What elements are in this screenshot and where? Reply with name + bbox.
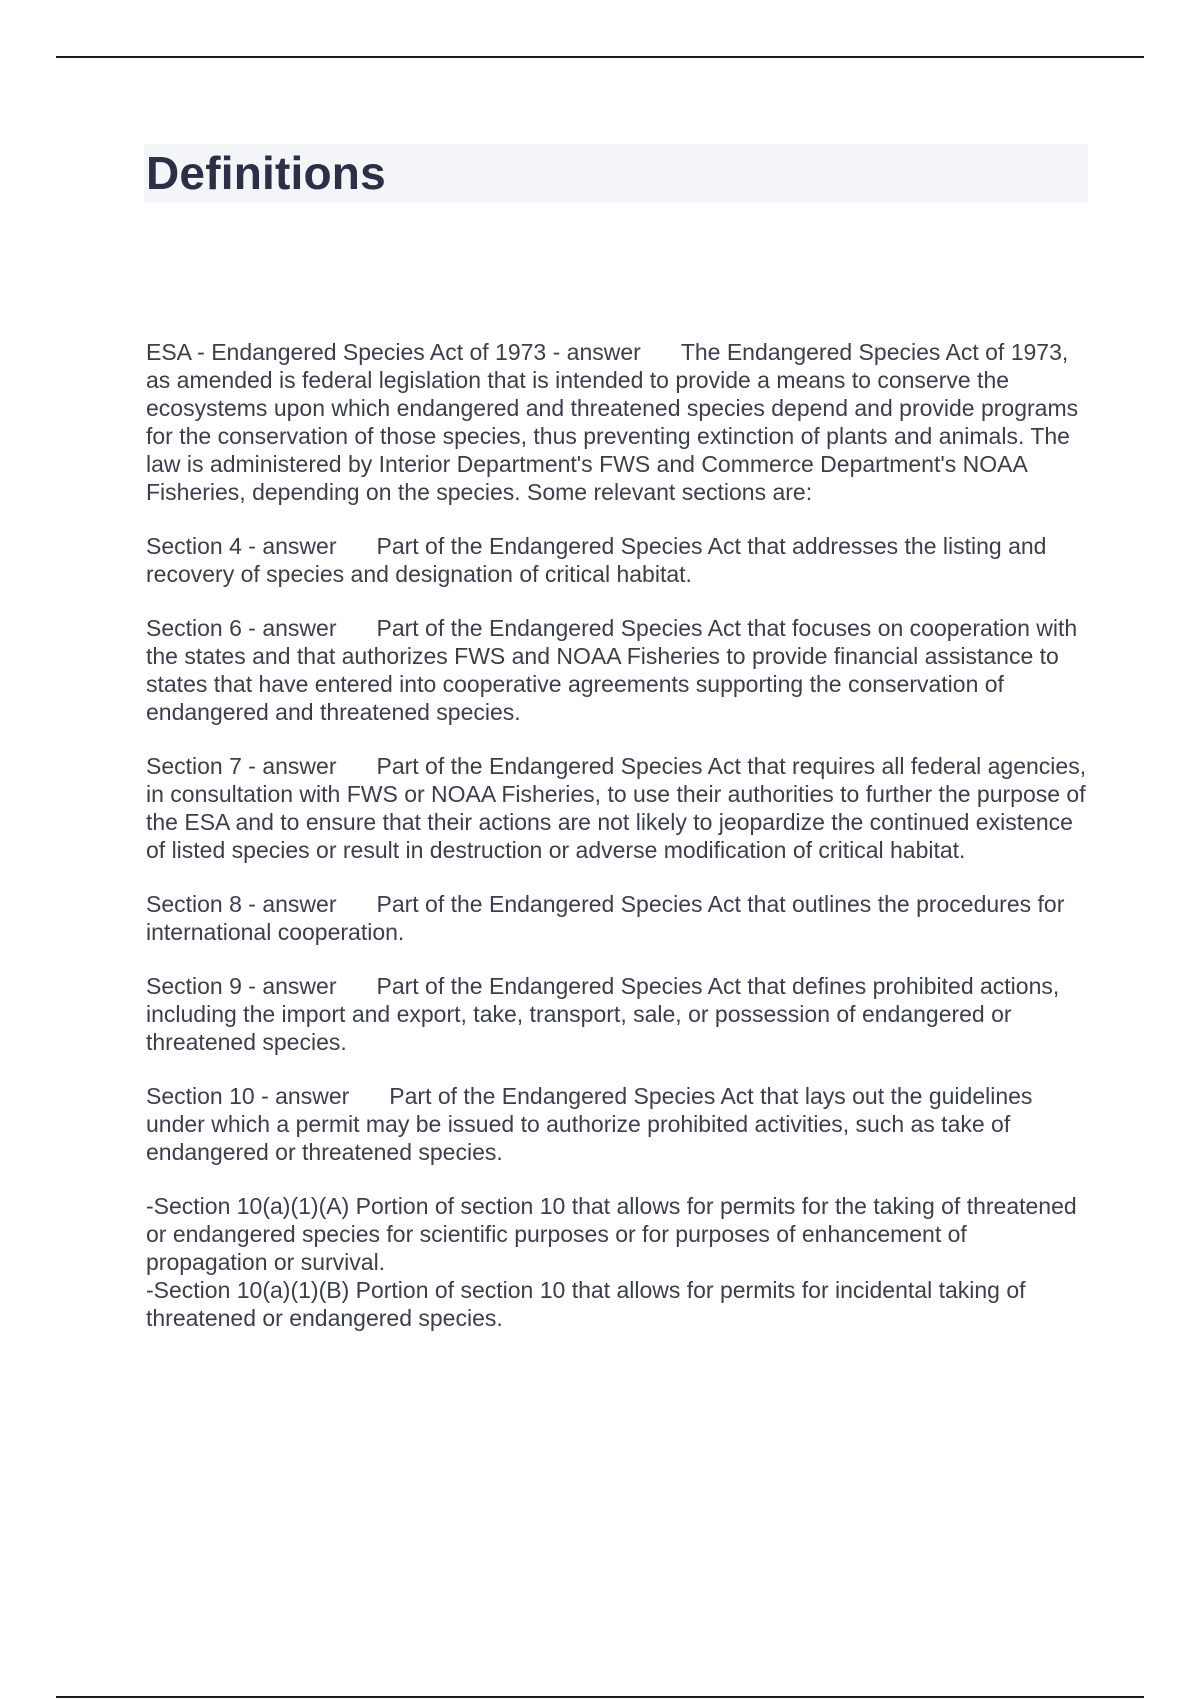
definition-entry-esa (146, 338, 1090, 506)
subsection-item: -Section 10(a)(1)(B) Portion of section 10 that allows for permits for incidental taking of threatened or endangered species. (146, 1277, 1026, 1331)
entry-definition: Part of the Endangered Species Act that requires all federal agencies, in consultation with FWS or NOAA Fisheries, to use their authorities to further the purpose of the ESA and to ensure that their actions are not likely to jeopardize the continued existence of listed species or result in destruction or adverse modification of critical habitat. (146, 753, 1087, 863)
page-title: Definitions (146, 147, 386, 199)
definition-entry-section-8 (146, 890, 1090, 946)
definition-entry-section-6 (146, 614, 1090, 726)
entry-term: Section 10 - answer (146, 1083, 350, 1109)
bottom-rule (56, 1696, 1144, 1698)
subsection-list (146, 1192, 1090, 1332)
entry-definition: Part of the Endangered Species Act that outlines the procedures for international cooperation. (146, 891, 1065, 945)
definition-entry-section-7 (146, 752, 1090, 864)
entry-definition: The Endangered Species Act of 1973, as amended is federal legislation that is intended to provide a means to conserve the ecosystems upon which endangered and threatened species depend and provide programs for the conservation of those species, thus preventing extinction of plants and animals. The law is administered by Interior Department's FWS and Commerce Department's NOAA Fisheries, depending on the species. Some relevant sections are: (146, 339, 1079, 505)
definitions-list (146, 338, 1090, 1332)
definition-entry-section-9 (146, 972, 1090, 1056)
entry-definition: Part of the Endangered Species Act that focuses on cooperation with the states and that authorizes FWS and NOAA Fisheries to provide financial assistance to states that have entered into cooperative agreements supporting the conservation of endangered and threatened species. (146, 615, 1078, 725)
entry-definition: Part of the Endangered Species Act that defines prohibited actions, including the import and export, take, transport, sale, or possession of endangered or threatened species. (146, 973, 1060, 1055)
entry-term: Section 4 - answer (146, 533, 337, 559)
entry-term: Section 7 - answer (146, 753, 337, 779)
entry-definition: Part of the Endangered Species Act that addresses the listing and recovery of species and designation of critical habitat. (146, 533, 1047, 587)
subsection-item: -Section 10(a)(1)(A) Portion of section 10 that allows for permits for the taking of threatened or endangered species for scientific purposes or for purposes of enhancement of propagation or survival. (146, 1193, 1077, 1275)
definition-entry-section-10 (146, 1082, 1090, 1166)
entry-term: Section 8 - answer (146, 891, 337, 917)
entry-definition: Part of the Endangered Species Act that lays out the guidelines under which a permit may be issued to authorize prohibited activities, such as take of endangered or threatened species. (146, 1083, 1033, 1165)
entry-term: Section 6 - answer (146, 615, 337, 641)
definition-entry-section-4 (146, 532, 1090, 588)
entry-term: Section 9 - answer (146, 973, 337, 999)
top-rule (56, 56, 1144, 58)
entry-term: ESA - Endangered Species Act of 1973 - answer (146, 339, 641, 365)
